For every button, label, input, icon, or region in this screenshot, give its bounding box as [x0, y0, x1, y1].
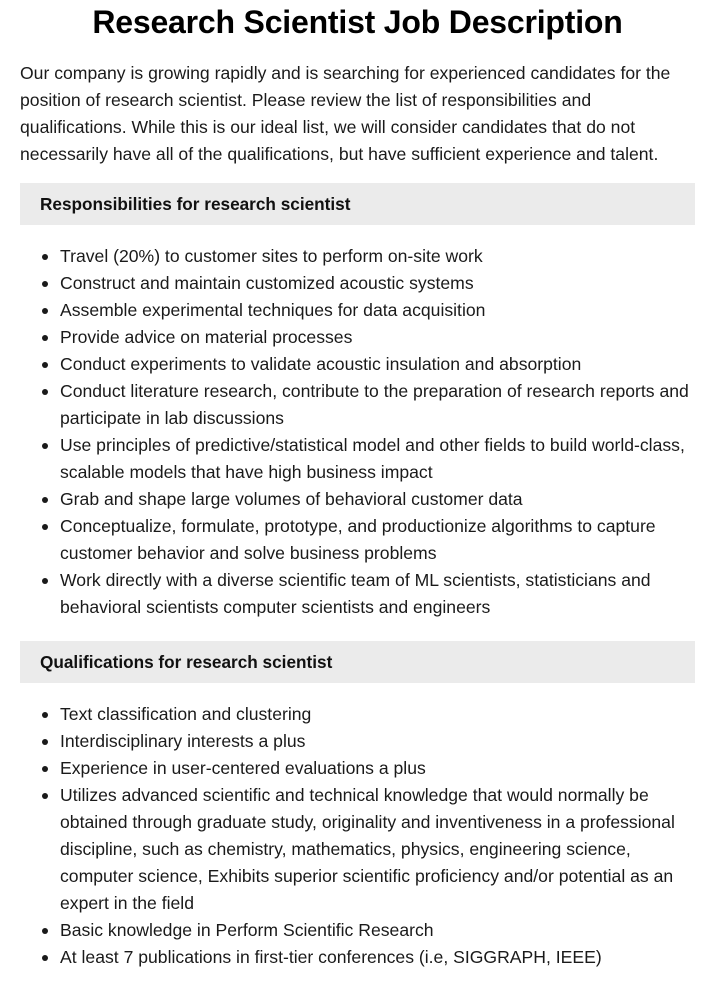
qualifications-list [20, 701, 695, 971]
list-item: Grab and shape large volumes of behavioral customer data [20, 486, 695, 513]
list-item: Interdisciplinary interests a plus [20, 728, 695, 755]
list-item: Experience in user-centered evaluations a plus [20, 755, 695, 782]
qualifications-heading: Qualifications for research scientist [20, 641, 695, 683]
list-item: Use principles of predictive/statistical model and other fields to build world-class, scalable models that have high business impact [20, 432, 695, 486]
intro-paragraph: Our company is growing rapidly and is searching for experienced candidates for the position of research scientist. Please review the list of responsibilities and qualifications. While this is our ideal list, we will consider candidates that do not necessarily have all of the qualifications, but have sufficient experience and talent. [20, 63, 671, 164]
list-item: Travel (20%) to customer sites to perform on-site work [20, 243, 695, 270]
list-item: Conduct experiments to validate acoustic insulation and absorption [20, 351, 695, 378]
list-item: Conduct literature research, contribute to the preparation of research reports and participate in lab discussions [20, 378, 695, 432]
list-item: Provide advice on material processes [20, 324, 695, 351]
responsibilities-list [20, 243, 695, 621]
list-item: Utilizes advanced scientific and technical knowledge that would normally be obtained through graduate study, originality and inventiveness in a professional discipline, such as chemistry, mathematics, physics, engineering science, computer science, Exhibits superior scientific proficiency and/or potential as an expert in the field [20, 782, 695, 917]
list-item: Assemble experimental techniques for data acquisition [20, 297, 695, 324]
list-item: Construct and maintain customized acoustic systems [20, 270, 695, 297]
list-item: Conceptualize, formulate, prototype, and productionize algorithms to capture customer behavior and solve business problems [20, 513, 695, 567]
list-item: Basic knowledge in Perform Scientific Research [20, 917, 695, 944]
responsibilities-heading: Responsibilities for research scientist [20, 183, 695, 225]
page-title: Research Scientist Job Description [92, 4, 623, 40]
list-item: Text classification and clustering [20, 701, 695, 728]
list-item: Work directly with a diverse scientific team of ML scientists, statisticians and behavioral scientists computer scientists and engineers [20, 567, 695, 621]
list-item: At least 7 publications in first-tier conferences (i.e, SIGGRAPH, IEEE) [20, 944, 695, 971]
